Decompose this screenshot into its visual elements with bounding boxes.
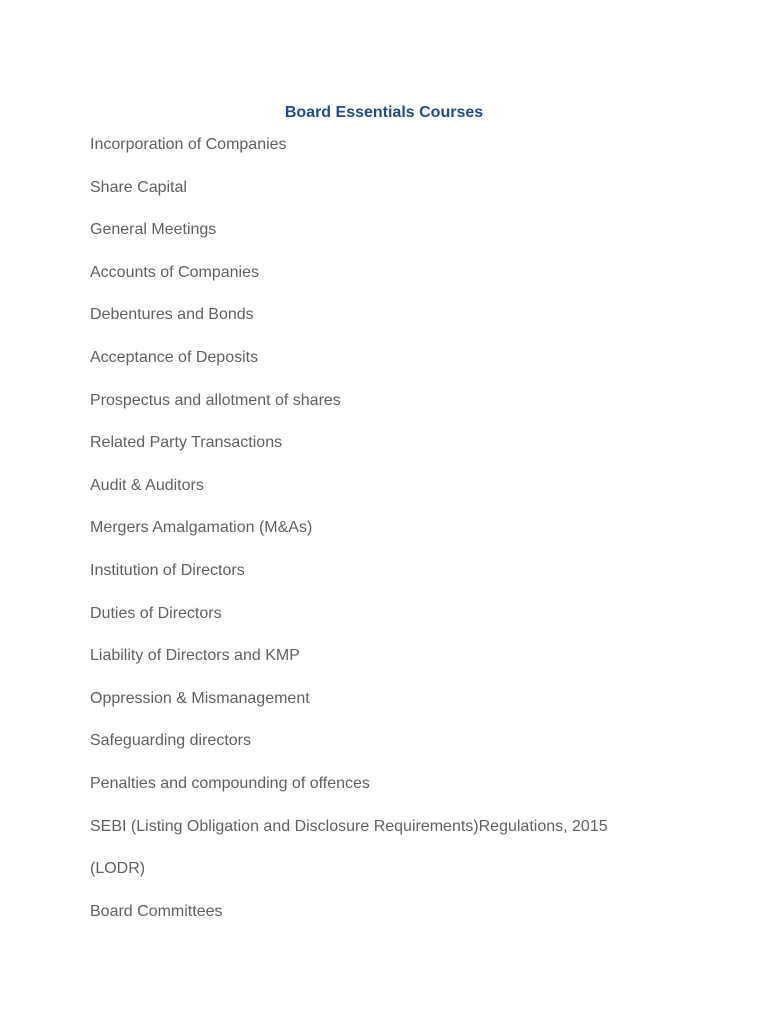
course-item: Audit & Auditors <box>90 476 204 494</box>
course-item: Oppression & Mismanagement <box>90 689 310 707</box>
course-item: Institution of Directors <box>90 561 245 579</box>
course-item: Safeguarding directors <box>90 732 251 750</box>
course-item: Board Committees <box>90 902 223 920</box>
course-item: SEBI (Listing Obligation and Disclosure Requirements)Regulations, 2015 <box>90 817 608 835</box>
course-item: Liability of Directors and KMP <box>90 647 300 665</box>
course-item: Penalties and compounding of offences <box>90 774 370 792</box>
course-item: Debentures and Bonds <box>90 306 254 324</box>
course-item: Duties of Directors <box>90 604 222 622</box>
course-item: Acceptance of Deposits <box>90 348 259 366</box>
course-item: Related Party Transactions <box>90 434 283 452</box>
course-list <box>90 135 608 944</box>
course-item: Incorporation of Companies <box>90 136 287 153</box>
course-item: Share Capital <box>90 178 187 196</box>
course-item: Mergers Amalgamation (M&As) <box>90 519 313 537</box>
page-title: Board Essentials Courses <box>284 104 484 121</box>
course-item: (LODR) <box>90 860 146 878</box>
course-item: Prospectus and allotment of shares <box>90 391 341 409</box>
course-item: Accounts of Companies <box>90 263 259 281</box>
course-item: General Meetings <box>90 221 217 239</box>
